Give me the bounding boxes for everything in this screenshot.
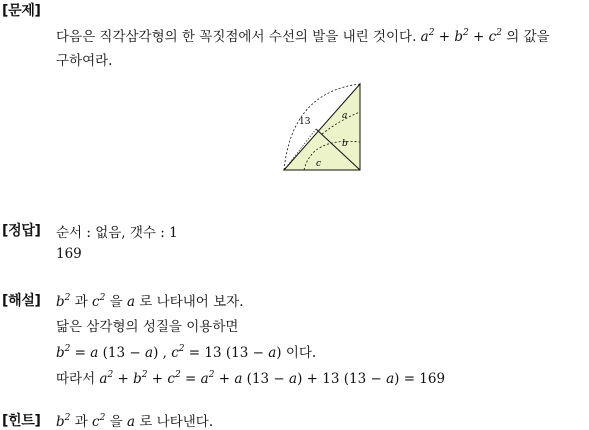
solution-line1: $b^2$ 과 $c^2$ 을 a 로 나타내어 보자. [56, 293, 244, 310]
label-13: 13 [299, 117, 311, 127]
solution-label: [해설] [2, 293, 41, 309]
solution-line2: 닮은 삼각형의 성질을 이용하면 [56, 319, 239, 335]
hint-label: [힌트] [2, 413, 41, 429]
label-c: c [316, 159, 322, 169]
answer-label: [정답] [2, 223, 41, 239]
math-sum-squares: $a^2 + b^2 + c^2$ [420, 28, 502, 45]
label-b: b [342, 139, 348, 149]
solution-line3: $b^2 = a$ (13 − a) , $c^2 = 13$ (13 − a) 이다. [56, 344, 317, 361]
answer-line1: 순서 : 없음, 갯수 : 1 [56, 225, 178, 241]
answer-line2: 169 [56, 246, 82, 262]
problem-text-line2: 구하여라. [56, 53, 113, 69]
hint-line1: $b^2$ 과 $c^2$ 을 a 로 나타낸다. [56, 413, 214, 430]
problem-label: [문제] [2, 3, 41, 19]
triangle-figure [282, 82, 364, 178]
solution-line4: 따라서 $a^2 + b^2 + c^2 = a^2 + a$ (13 − a) + 13 (13 − a) = 169 [56, 370, 446, 387]
label-a: a [342, 111, 348, 121]
problem-text-line1: 다음은 직각삼각형의 한 꼭짓점에서 수선의 발을 내린 것이다. $a^2 + b^2 + c^2$ 의 값을 [56, 28, 550, 45]
